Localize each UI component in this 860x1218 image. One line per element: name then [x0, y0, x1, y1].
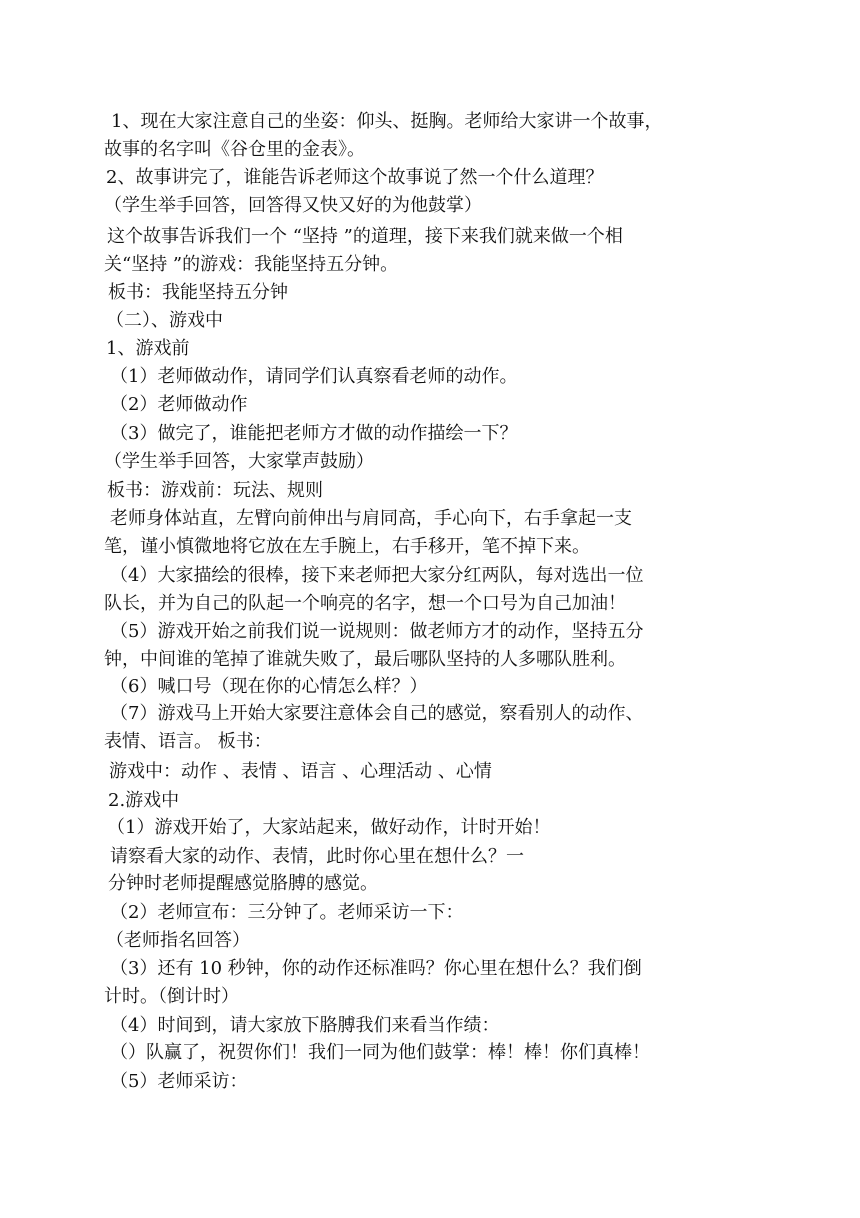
text-line: 计时。（倒计时）	[104, 986, 239, 1007]
text-line: 请察看大家的动作、表情，此时你心里在想什么？一	[110, 846, 524, 867]
text-line: （1）游戏开始了，大家站起来，做好动作，计时开始！	[107, 817, 551, 838]
text-line: 故事的名字叫《谷仓里的金表》。	[104, 139, 365, 160]
text-line: 板书：游戏前：玩法、规则	[107, 480, 323, 501]
text-line: 钟，中间谁的笔掉了谁就失败了，最后哪队坚持的人多哪队胜利。	[104, 649, 626, 670]
text-line: （3）做完了，谁能把老师方才做的动作描绘一下？	[110, 423, 518, 444]
text-line: （4）时间到，请大家放下胳膊我们来看当作绩：	[110, 1015, 500, 1036]
text-line: （6）喊口号（现在你的心情怎么样？）	[110, 676, 428, 697]
text-line: 队长，并为自己的队起一个响亮的名字，想一个口号为自己加油！	[104, 593, 626, 614]
text-line: （学生举手回答，大家掌声鼓励）	[104, 451, 374, 472]
text-line: （老师指名回答）	[106, 930, 250, 951]
text-line: （4）大家描绘的很棒，接下来老师把大家分红两队，每对选出一位	[110, 565, 644, 586]
text-line: 2.游戏中	[108, 790, 180, 811]
text-line: 游戏中：动作 、表情 、语言 、心理活动 、心情	[109, 761, 492, 782]
text-line: 1、游戏前	[106, 338, 190, 359]
text-line: 板书：我能坚持五分钟	[108, 282, 288, 303]
text-line: （）队赢了，祝贺你们！我们一同为他们鼓掌：棒！棒！你们真棒！	[110, 1042, 650, 1063]
text-line: （二）、游戏中	[106, 310, 223, 331]
text-line: 分钟时老师提醒感觉胳膊的感觉。	[108, 873, 378, 894]
text-line: （学生举手回答，回答得又快又好的为他鼓掌）	[104, 195, 482, 216]
text-line: （5）老师采访：	[110, 1071, 248, 1092]
text-line: （1）老师做动作，请同学们认真察看老师的动作。	[110, 366, 518, 387]
text-line: 老师身体站直，左臂向前伸出与肩同高，手心向下，右手拿起一支	[110, 508, 632, 529]
text-line: 关“坚持 ”的游戏：我能坚持五分钟。	[104, 254, 399, 275]
text-line: 表情、语言。 板书：	[104, 731, 272, 752]
text-line: （5）游戏开始之前我们说一说规则：做老师方才的动作，坚持五分	[110, 621, 644, 642]
text-line: 这个故事告诉我们一个 “坚持 ”的道理，接下来我们就来做一个相	[107, 226, 623, 247]
text-line: （2）老师做动作	[110, 394, 248, 415]
text-line: 笔，谨小慎微地将它放在左手腕上，右手移开，笔不掉下来。	[104, 536, 590, 557]
text-line: 1、现在大家注意自己的坐姿：仰头、挺胸。老师给大家讲一个故事，	[111, 111, 663, 132]
text-line: （3）还有 10 秒钟，你的动作还标准吗？你心里在想什么？我们倒	[110, 958, 642, 979]
text-line: （2）老师宣布：三分钟了。老师采访一下：	[110, 902, 464, 923]
text-line: 2、故事讲完了，谁能告诉老师这个故事说了然一个什么道理？	[106, 167, 604, 188]
text-line: （7）游戏马上开始大家要注意体会自己的感觉，察看别人的动作、	[110, 703, 644, 724]
